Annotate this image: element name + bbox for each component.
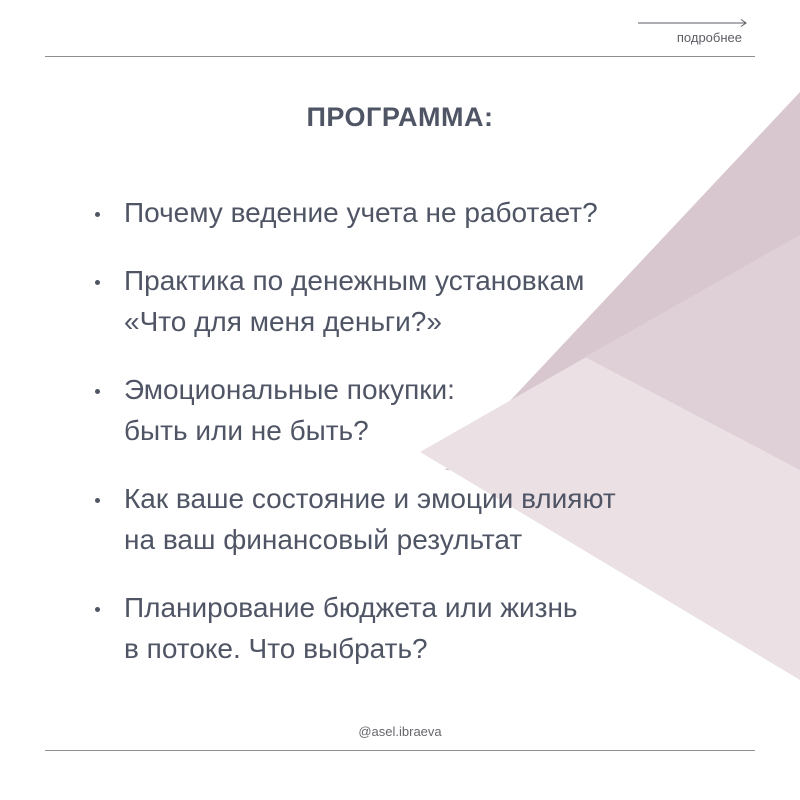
arrow-right-icon [638, 18, 750, 28]
program-item [95, 192, 755, 233]
bullet-icon [95, 389, 100, 394]
program-item-text: Почему ведение учета не работает? [124, 197, 598, 228]
program-item-text: быть или не быть? [124, 415, 369, 446]
program-item-text: на ваш финансовый результат [124, 524, 523, 555]
program-item [95, 369, 755, 451]
program-item [95, 260, 755, 342]
bottom-divider [45, 750, 755, 751]
page-title: ПРОГРАММА: [306, 102, 494, 132]
bullet-icon [95, 212, 100, 217]
program-item-text: Как ваше состояние и эмоции влияют [124, 483, 616, 514]
program-item-text: «Что для меня деньги?» [124, 306, 442, 337]
more-link[interactable] [638, 18, 750, 48]
author-handle: @asel.ibraeva [358, 724, 442, 739]
bullet-icon [95, 498, 100, 503]
program-item [95, 587, 755, 669]
program-item-text: в потоке. Что выбрать? [124, 633, 428, 664]
program-item-text: Эмоциональные покупки: [124, 374, 455, 405]
top-divider [45, 56, 755, 57]
program-item [95, 478, 755, 560]
bullet-icon [95, 607, 100, 612]
program-item-text: Практика по денежным установкам [124, 265, 585, 296]
more-link-label: подробнее [676, 30, 742, 45]
program-item-text: Планирование бюджета или жизнь [124, 592, 578, 623]
bullet-icon [95, 280, 100, 285]
program-list [95, 192, 755, 696]
